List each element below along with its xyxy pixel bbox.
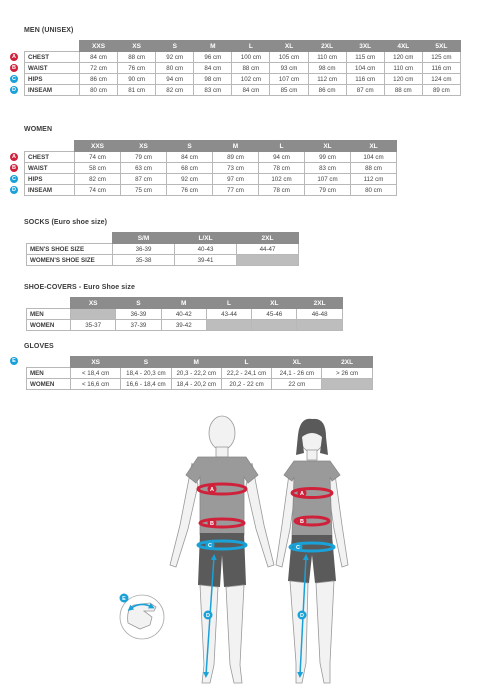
row-label-men: MEN xyxy=(27,309,71,320)
table-cell: 43-44 xyxy=(206,309,251,320)
table-cell xyxy=(237,255,299,266)
row-label-hips: HIPS xyxy=(25,74,80,85)
size-header-s: S xyxy=(167,141,213,152)
row-label-women-s-shoe-size: WOMEN'S SHOE SIZE xyxy=(27,255,113,266)
table-cell: 82 cm xyxy=(156,85,194,96)
table-cell: 78 cm xyxy=(259,163,305,174)
size-header-m: M xyxy=(213,141,259,152)
table-cell: 44-47 xyxy=(237,244,299,255)
row-label-men-s-shoe-size: MEN'S SHOE SIZE xyxy=(27,244,113,255)
table-cell: 73 cm xyxy=(213,163,259,174)
size-header-xs: XS xyxy=(121,141,167,152)
table-cell: 125 cm xyxy=(422,52,460,63)
shoe-covers-size-table xyxy=(26,297,343,331)
table-cell: 78 cm xyxy=(259,185,305,196)
marker-a-label: A xyxy=(210,487,214,493)
size-header-5xl: 5XL xyxy=(422,41,460,52)
table-header-row xyxy=(27,233,299,244)
marker-c: C xyxy=(10,75,18,83)
table-cell: 22,2 - 24,1 cm xyxy=(221,368,271,379)
table-cell: 22 cm xyxy=(272,379,322,390)
size-header-l: L xyxy=(206,298,251,309)
table-cell: 93 cm xyxy=(270,63,308,74)
men-size-table xyxy=(24,40,461,96)
marker-b xyxy=(298,517,307,526)
table-cell: > 26 cm xyxy=(322,368,372,379)
women-size-table xyxy=(24,140,397,196)
table-cell: < 16,6 cm xyxy=(71,379,121,390)
table-cell: 99 cm xyxy=(305,152,351,163)
table-cell: 35-37 xyxy=(71,320,116,331)
table-cell: 37-39 xyxy=(116,320,161,331)
table-cell: 116 cm xyxy=(346,74,384,85)
table-cell: 120 cm xyxy=(384,52,422,63)
size-header-xxs: XXS xyxy=(80,41,118,52)
size-header-xl: XL xyxy=(351,141,397,152)
table-cell: 88 cm xyxy=(118,52,156,63)
row-label-chest: CHEST xyxy=(25,152,75,163)
size-header-m: M xyxy=(194,41,232,52)
table-cell: 104 cm xyxy=(351,152,397,163)
table-cell: 120 cm xyxy=(384,74,422,85)
table-cell: 20,2 - 22 cm xyxy=(221,379,271,390)
female-figure xyxy=(276,419,348,683)
table-cell: 79 cm xyxy=(121,152,167,163)
row-label-waist: WAIST xyxy=(25,63,80,74)
size-header-m: M xyxy=(161,298,206,309)
table-cell: 88 cm xyxy=(232,63,270,74)
marker-c xyxy=(206,541,215,550)
table-cell: 110 cm xyxy=(384,63,422,74)
table-cell: 89 cm xyxy=(422,85,460,96)
table-row xyxy=(25,174,397,185)
marker-d-label: D xyxy=(300,613,304,619)
row-label-hips: HIPS xyxy=(25,174,75,185)
table-cell: 92 cm xyxy=(167,174,213,185)
row-label-inseam: INSEAM xyxy=(25,185,75,196)
table-cell: 81 cm xyxy=(118,85,156,96)
marker-b: B xyxy=(10,64,18,72)
marker-a xyxy=(208,485,217,494)
table-cell: 83 cm xyxy=(194,85,232,96)
table-cell: 45-46 xyxy=(252,309,297,320)
table-cell: 105 cm xyxy=(270,52,308,63)
size-header-xl: XL xyxy=(305,141,351,152)
table-cell: 86 cm xyxy=(80,74,118,85)
table-cell: 104 cm xyxy=(346,63,384,74)
size-header-sm: S/M xyxy=(113,233,175,244)
table-cell: 80 cm xyxy=(351,185,397,196)
table-header-row xyxy=(25,41,461,52)
body-measurement-illustration xyxy=(110,405,360,695)
marker-d xyxy=(298,611,307,620)
marker-c: C xyxy=(10,175,18,183)
table-cell: 94 cm xyxy=(156,74,194,85)
table-cell: 88 cm xyxy=(384,85,422,96)
row-label-women: WOMEN xyxy=(27,320,71,331)
size-header-xs: XS xyxy=(71,357,121,368)
table-cell: 68 cm xyxy=(167,163,213,174)
table-cell: 74 cm xyxy=(75,152,121,163)
table-cell: 107 cm xyxy=(305,174,351,185)
marker-c-label: C xyxy=(296,545,300,551)
table-cell: 80 cm xyxy=(156,63,194,74)
table-cell: 18,4 - 20,2 cm xyxy=(171,379,221,390)
table-row xyxy=(25,152,397,163)
size-header-3xl: 3XL xyxy=(346,41,384,52)
table-cell: 84 cm xyxy=(232,85,270,96)
table-cell: 87 cm xyxy=(346,85,384,96)
table-cell: 87 cm xyxy=(121,174,167,185)
socks-size-table xyxy=(26,232,299,266)
table-header-row xyxy=(27,298,343,309)
table-cell: 18,4 - 20,3 cm xyxy=(121,368,171,379)
size-header-2xl: 2XL xyxy=(308,41,346,52)
table-cell: 98 cm xyxy=(194,74,232,85)
size-header-xl: XL xyxy=(252,298,297,309)
size-header-xl: XL xyxy=(272,357,322,368)
header-blank-cell xyxy=(27,233,113,244)
table-cell: 80 cm xyxy=(80,85,118,96)
size-header-s: S xyxy=(156,41,194,52)
male-figure xyxy=(170,416,274,683)
table-cell: 39-41 xyxy=(175,255,237,266)
table-cell xyxy=(252,320,297,331)
table-cell: < 18,4 cm xyxy=(71,368,121,379)
table-cell: 97 cm xyxy=(213,174,259,185)
size-header-xs: XS xyxy=(71,298,116,309)
table-cell xyxy=(206,320,251,331)
table-cell: 75 cm xyxy=(121,185,167,196)
socks-section-title: SOCKS (Euro shoe size) xyxy=(24,219,108,226)
marker-d-label: D xyxy=(206,613,210,619)
table-cell xyxy=(322,379,372,390)
table-cell: 74 cm xyxy=(75,185,121,196)
row-label-waist: WAIST xyxy=(25,163,75,174)
women-section-title: WOMEN xyxy=(24,126,53,133)
table-cell: 90 cm xyxy=(118,74,156,85)
size-header-lxl: L/XL xyxy=(175,233,237,244)
table-cell: 46-48 xyxy=(297,309,342,320)
size-header-2xl: 2XL xyxy=(322,357,372,368)
table-row xyxy=(25,85,461,96)
size-header-xs: XS xyxy=(118,41,156,52)
table-cell: 89 cm xyxy=(213,152,259,163)
marker-e: E xyxy=(10,357,18,365)
table-cell: 94 cm xyxy=(259,152,305,163)
marker-a-label: A xyxy=(300,491,304,497)
table-cell: 84 cm xyxy=(167,152,213,163)
marker-a xyxy=(298,489,307,498)
table-cell: 36-39 xyxy=(113,244,175,255)
table-row xyxy=(25,185,397,196)
table-cell: 76 cm xyxy=(167,185,213,196)
table-row xyxy=(25,52,461,63)
marker-d xyxy=(204,611,213,620)
size-header-l: L xyxy=(259,141,305,152)
hand-measure-inset xyxy=(120,594,165,640)
table-row xyxy=(25,74,461,85)
header-blank-cell xyxy=(25,141,75,152)
table-cell: 112 cm xyxy=(308,74,346,85)
size-header-2xl: 2XL xyxy=(237,233,299,244)
marker-d: D xyxy=(10,86,18,94)
marker-e-label: E xyxy=(122,596,126,602)
marker-c-label: C xyxy=(208,543,212,549)
table-cell: 40-42 xyxy=(161,309,206,320)
table-cell: 86 cm xyxy=(308,85,346,96)
marker-b-label: B xyxy=(210,521,214,527)
table-cell: 72 cm xyxy=(80,63,118,74)
row-label-women: WOMEN xyxy=(27,379,71,390)
table-row xyxy=(27,379,373,390)
table-cell: 83 cm xyxy=(305,163,351,174)
table-cell: 20,3 - 22,2 cm xyxy=(171,368,221,379)
header-blank-cell xyxy=(27,357,71,368)
size-header-m: M xyxy=(171,357,221,368)
table-cell: 40-43 xyxy=(175,244,237,255)
table-cell: 88 cm xyxy=(351,163,397,174)
table-cell: 107 cm xyxy=(270,74,308,85)
size-header-s: S xyxy=(121,357,171,368)
table-cell: 110 cm xyxy=(308,52,346,63)
table-cell: 58 cm xyxy=(75,163,121,174)
men-section-title: MEN (UNISEX) xyxy=(24,27,74,34)
table-cell: 96 cm xyxy=(194,52,232,63)
row-label-inseam: INSEAM xyxy=(25,85,80,96)
marker-a: A xyxy=(10,53,18,61)
table-cell: 24,1 - 26 cm xyxy=(272,368,322,379)
table-row xyxy=(25,163,397,174)
table-cell: 100 cm xyxy=(232,52,270,63)
table-row xyxy=(25,63,461,74)
table-cell: 98 cm xyxy=(308,63,346,74)
gloves-size-table xyxy=(26,356,373,390)
marker-b-label: B xyxy=(300,519,304,525)
size-header-4xl: 4XL xyxy=(384,41,422,52)
table-cell: 82 cm xyxy=(75,174,121,185)
table-cell: 112 cm xyxy=(351,174,397,185)
table-cell: 79 cm xyxy=(305,185,351,196)
table-cell: 85 cm xyxy=(270,85,308,96)
table-cell: 16,6 - 18,4 cm xyxy=(121,379,171,390)
size-header-xxs: XXS xyxy=(75,141,121,152)
header-blank-cell xyxy=(27,298,71,309)
table-cell: 102 cm xyxy=(259,174,305,185)
marker-c xyxy=(294,543,303,552)
table-row xyxy=(27,244,299,255)
row-label-men: MEN xyxy=(27,368,71,379)
table-header-row xyxy=(25,141,397,152)
table-cell: 116 cm xyxy=(422,63,460,74)
table-row xyxy=(27,309,343,320)
table-cell: 76 cm xyxy=(118,63,156,74)
table-cell: 77 cm xyxy=(213,185,259,196)
marker-b xyxy=(208,519,217,528)
table-cell: 124 cm xyxy=(422,74,460,85)
row-label-chest: CHEST xyxy=(25,52,80,63)
shoe-covers-section-title: SHOE-COVERS - Euro Shoe size xyxy=(24,284,135,291)
table-row xyxy=(27,320,343,331)
table-row xyxy=(27,368,373,379)
marker-e xyxy=(120,594,129,603)
size-header-l: L xyxy=(221,357,271,368)
marker-a: A xyxy=(10,153,18,161)
size-header-2xl: 2XL xyxy=(297,298,342,309)
table-cell: 39-42 xyxy=(161,320,206,331)
table-cell: 63 cm xyxy=(121,163,167,174)
table-cell: 84 cm xyxy=(194,63,232,74)
size-header-s: S xyxy=(116,298,161,309)
size-header-l: L xyxy=(232,41,270,52)
table-cell xyxy=(297,320,342,331)
header-blank-cell xyxy=(25,41,80,52)
gloves-section-title: GLOVES xyxy=(24,343,54,350)
table-cell: 84 cm xyxy=(80,52,118,63)
table-cell: 92 cm xyxy=(156,52,194,63)
table-cell: 35-38 xyxy=(113,255,175,266)
table-cell: 36-39 xyxy=(116,309,161,320)
table-cell xyxy=(71,309,116,320)
marker-b: B xyxy=(10,164,18,172)
marker-d: D xyxy=(10,186,18,194)
table-cell: 115 cm xyxy=(346,52,384,63)
table-header-row xyxy=(27,357,373,368)
table-cell: 102 cm xyxy=(232,74,270,85)
table-row xyxy=(27,255,299,266)
size-header-xl: XL xyxy=(270,41,308,52)
